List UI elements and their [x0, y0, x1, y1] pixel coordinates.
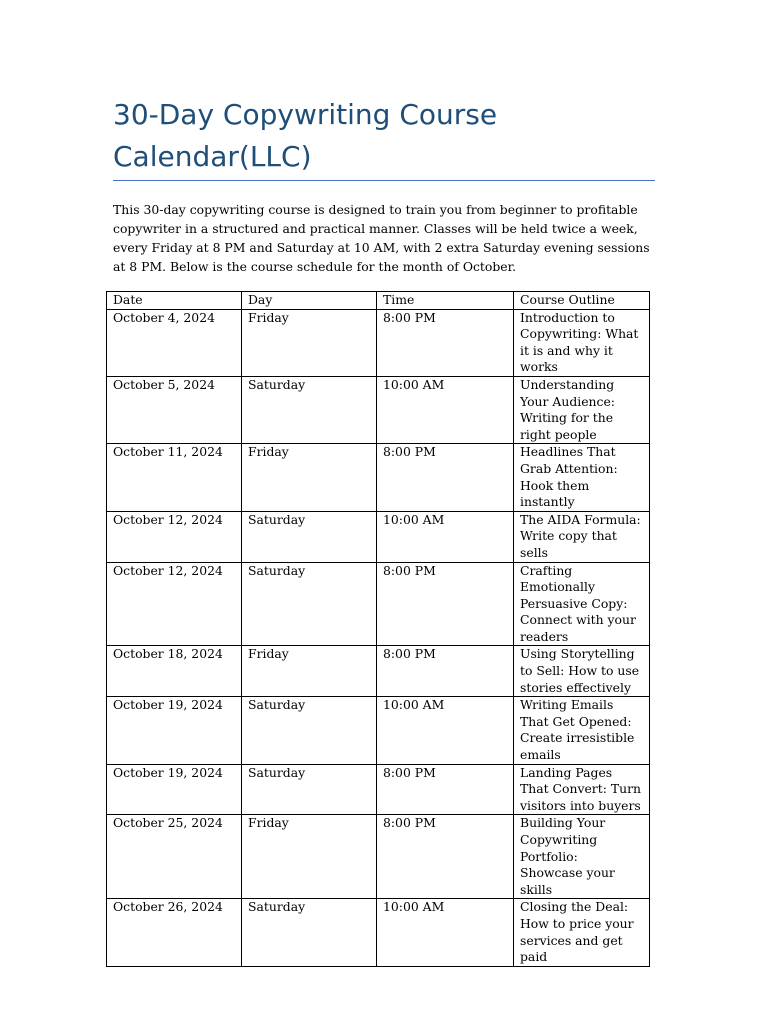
column-header-course-outline: Course Outline [514, 292, 650, 310]
table-row [107, 444, 650, 511]
cell-time: 10:00 AM [377, 511, 514, 562]
cell-time: 10:00 AM [377, 899, 514, 966]
cell-day: Friday [242, 444, 377, 511]
cell-date: October 11, 2024 [107, 444, 242, 511]
table-row [107, 511, 650, 562]
cell-date: October 18, 2024 [107, 646, 242, 697]
cell-course-outline: Using Storytelling to Sell: How to use stories effectively [514, 646, 650, 697]
table-row [107, 309, 650, 376]
column-header-date: Date [107, 292, 242, 310]
cell-course-outline: Building Your Copywriting Portfolio: Showcase your skills [514, 815, 650, 899]
cell-time: 8:00 PM [377, 309, 514, 376]
cell-day: Saturday [242, 899, 377, 966]
cell-day: Saturday [242, 697, 377, 764]
cell-day: Saturday [242, 511, 377, 562]
cell-date: October 25, 2024 [107, 815, 242, 899]
cell-course-outline: Introduction to Copywriting: What it is and why it works [514, 309, 650, 376]
cell-time: 8:00 PM [377, 444, 514, 511]
table-row [107, 646, 650, 697]
table-row [107, 764, 650, 815]
course-schedule-table [106, 291, 650, 967]
cell-date: October 26, 2024 [107, 899, 242, 966]
cell-date: October 12, 2024 [107, 511, 242, 562]
table-row [107, 376, 650, 443]
cell-day: Friday [242, 309, 377, 376]
cell-time: 10:00 AM [377, 376, 514, 443]
table-header-row [107, 292, 650, 310]
cell-date: October 19, 2024 [107, 764, 242, 815]
intro-paragraph: This 30-day copywriting course is designed to train you from beginner to profitable copywriter in a structured and practical manner. Classes will be held twice a week, every Friday at 8 PM and Saturday at 10 AM, with 2 extra Saturday evening sessions at 8 PM. Below is the course schedule for the month of October. [113, 202, 650, 274]
cell-course-outline: Writing Emails That Get Opened: Create irresistible emails [514, 697, 650, 764]
cell-course-outline: Crafting Emotionally Persuasive Copy: Connect with your readers [514, 562, 650, 646]
cell-course-outline: Closing the Deal: How to price your services and get paid [514, 899, 650, 966]
cell-course-outline: Headlines That Grab Attention: Hook them instantly [514, 444, 650, 511]
cell-date: October 19, 2024 [107, 697, 242, 764]
cell-day: Saturday [242, 376, 377, 443]
cell-course-outline: Understanding Your Audience: Writing for the right people [514, 376, 650, 443]
cell-day: Friday [242, 815, 377, 899]
cell-time: 8:00 PM [377, 646, 514, 697]
page-title: 30-Day Copywriting Course Calendar(LLC) [113, 98, 498, 173]
cell-time: 8:00 PM [377, 815, 514, 899]
column-header-day: Day [242, 292, 377, 310]
table-row [107, 697, 650, 764]
table-row [107, 815, 650, 899]
cell-time: 8:00 PM [377, 562, 514, 646]
cell-day: Saturday [242, 764, 377, 815]
table-row [107, 562, 650, 646]
cell-day: Saturday [242, 562, 377, 646]
title-divider [113, 180, 655, 181]
cell-time: 8:00 PM [377, 764, 514, 815]
cell-date: October 4, 2024 [107, 309, 242, 376]
cell-day: Friday [242, 646, 377, 697]
cell-time: 10:00 AM [377, 697, 514, 764]
cell-date: October 5, 2024 [107, 376, 242, 443]
cell-course-outline: The AIDA Formula: Write copy that sells [514, 511, 650, 562]
cell-course-outline: Landing Pages That Convert: Turn visitors into buyers [514, 764, 650, 815]
table-row [107, 899, 650, 966]
column-header-time: Time [377, 292, 514, 310]
cell-date: October 12, 2024 [107, 562, 242, 646]
